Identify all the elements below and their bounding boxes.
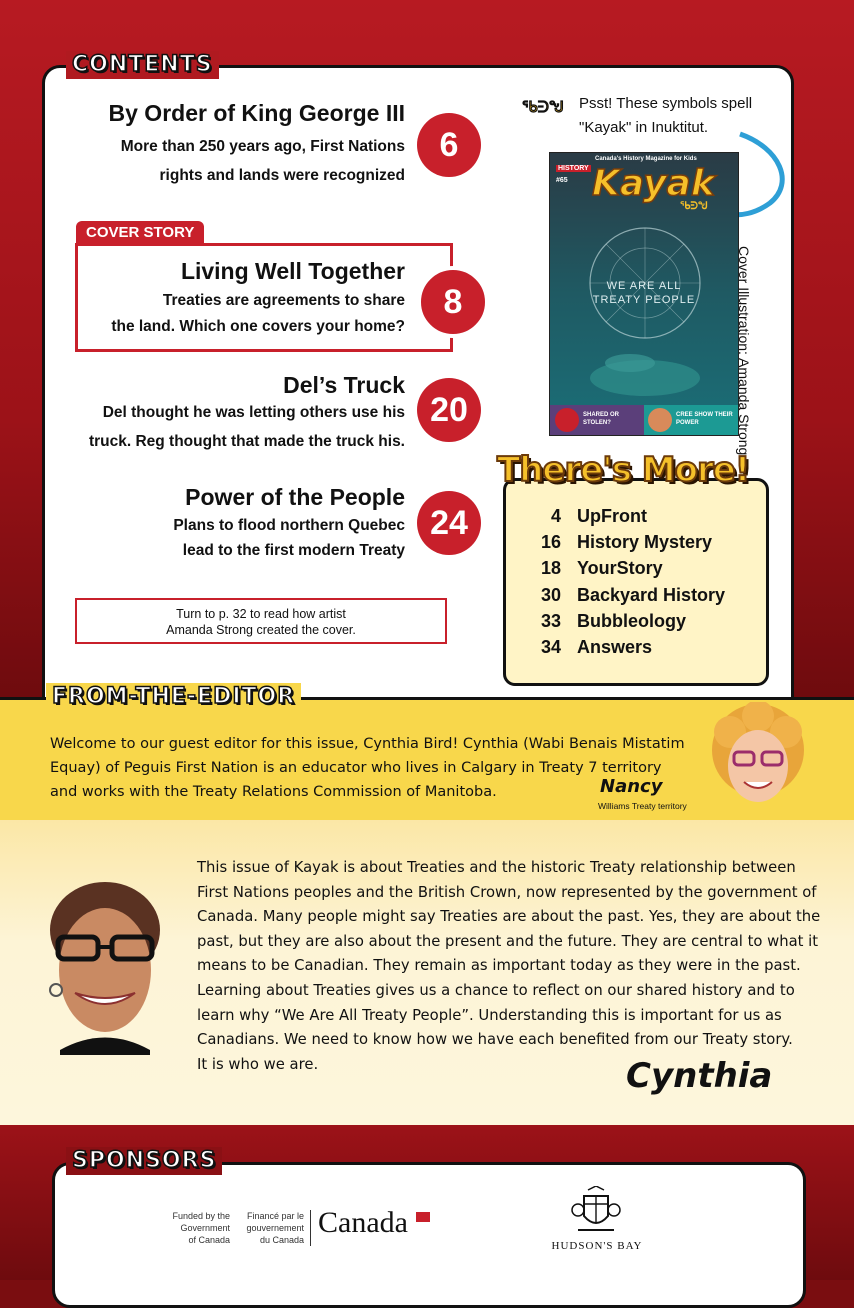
more-item[interactable] <box>503 611 743 632</box>
more-item[interactable] <box>503 532 743 553</box>
cover-masthead: Kayak <box>592 163 715 204</box>
entry-desc: lead to the first modern Treaty <box>182 542 405 559</box>
canada-flag-icon <box>416 1212 430 1222</box>
more-item[interactable] <box>503 558 743 579</box>
note-line: Turn to p. 32 to read how artist <box>176 607 346 621</box>
more-item-page: 16 <box>540 532 561 552</box>
more-item[interactable] <box>503 585 743 606</box>
contents-header: CONTENTS <box>66 51 219 79</box>
more-item-page: 34 <box>540 637 561 657</box>
page-badge[interactable]: 6 <box>417 113 481 177</box>
cynthia-signature: Cynthia <box>626 1056 773 1096</box>
cover-headline: TREATY PEOPLE <box>592 294 696 306</box>
cover-artist-note <box>75 598 447 644</box>
more-item-label: YourStory <box>577 558 663 578</box>
editor-header: FROM-THE-EDITOR <box>46 683 301 711</box>
canada-wordmark[interactable] <box>318 1206 408 1240</box>
note-line: Amanda Strong created the cover. <box>166 623 356 637</box>
sponsor-divider <box>310 1210 311 1246</box>
canada-word: Canada <box>318 1206 408 1239</box>
entry-title-living-well[interactable]: Living Well Together <box>180 258 405 284</box>
more-item-page: 30 <box>540 585 561 605</box>
more-item[interactable] <box>503 506 743 527</box>
entry-desc: Del thought he was letting others use his <box>102 404 405 421</box>
funded-french <box>234 1210 304 1246</box>
letter-line: learn why “We Are All Treaty People”. Understanding this is important for us as <box>197 1006 782 1024</box>
syllabics-icon: ᖃᕭᖑ <box>522 99 564 116</box>
entry-title-power-people[interactable]: Power of the People <box>185 484 405 510</box>
cover-tagline: Canada's History Magazine for Kids <box>595 156 697 162</box>
letter-line: Learning about Treaties gives us a chance to reflect on our shared history and to <box>197 981 795 999</box>
magazine-cover-image[interactable] <box>549 152 739 436</box>
more-item-page: 33 <box>540 611 561 631</box>
editor-letter <box>197 856 837 1077</box>
cover-strip-thumb <box>555 408 579 432</box>
funded-line: gouvernement <box>246 1223 304 1233</box>
nancy-territory: Williams Treaty territory <box>598 801 687 811</box>
funded-line: Financé par le <box>246 1211 304 1221</box>
entry-title-king-george[interactable]: By Order of King George III <box>108 100 405 126</box>
nancy-avatar <box>708 702 808 817</box>
letter-line: This issue of Kayak is about Treaties and the historic Treaty relationship between <box>197 859 796 876</box>
cover-credit: Cover Illustration: Amanda Strong <box>736 246 752 456</box>
cover-headline: WE ARE ALL <box>606 280 682 292</box>
entry-desc: More than 250 years ago, First Nations <box>120 138 405 155</box>
more-item-label: UpFront <box>577 506 647 526</box>
cynthia-avatar <box>40 875 170 1055</box>
more-item[interactable] <box>503 637 743 658</box>
entry-desc: truck. Reg thought that made the truck his. <box>88 433 405 450</box>
more-item-page: 18 <box>540 558 561 578</box>
page-badge[interactable]: 24 <box>417 491 481 555</box>
cover-strip-thumb <box>648 408 672 432</box>
cover-strip-left-text: SHARED OR STOLEN? <box>583 412 620 426</box>
cover-history-label: HISTORY <box>558 165 589 172</box>
more-item-label: History Mystery <box>577 532 713 552</box>
cover-story-tag: COVER STORY <box>76 221 204 244</box>
more-item-label: Backyard History <box>577 585 726 605</box>
funded-english <box>160 1210 230 1246</box>
page-badge[interactable]: 20 <box>417 378 481 442</box>
more-item-page: 4 <box>550 506 561 526</box>
letter-line: First Nations peoples and the British Crown, now represented by the government of <box>197 883 817 901</box>
nancy-signature: Nancy <box>600 776 663 797</box>
psst-line: "Kayak" in Inuktitut. <box>579 119 709 136</box>
funded-line: Government <box>180 1223 230 1233</box>
letter-line: means to be Canadian. They remain as important today as they were in the past. <box>197 957 801 975</box>
funded-line: du Canada <box>259 1235 304 1245</box>
hudsons-bay-logo-text[interactable]: HUDSON'S BAY <box>551 1240 643 1252</box>
sponsors-header: SPONSORS <box>66 1147 222 1175</box>
cover-dreamcatcher-art <box>570 213 720 403</box>
editor-intro-line: Equay) of Peguis First Nation is an educator who lives in Calgary in Treaty 7 territory <box>50 760 662 776</box>
cover-strip-right-text: CREE SHOW THEIR POWER <box>676 412 733 426</box>
editor-intro-line: Welcome to our guest editor for this issue, Cynthia Bird! Cynthia (Wabi Benais Mistatim <box>50 736 685 752</box>
letter-line: Canada. Many people might say Treaties are about the past. Yes, they are about the <box>197 908 821 926</box>
more-item-label: Bubbleology <box>577 611 686 631</box>
page-badge[interactable]: 8 <box>417 266 489 338</box>
editor-intro-line: and works with the Treaty Relations Commission of Manitoba. <box>50 784 497 800</box>
cover-issue: #65 <box>556 177 568 184</box>
entry-desc: Plans to flood northern Quebec <box>173 517 405 534</box>
entry-desc: the land. Which one covers your home? <box>111 318 405 335</box>
more-item-label: Answers <box>577 637 653 657</box>
letter-line: past, but they are also about the present and the future. They are central to what it <box>197 932 819 950</box>
letter-line: Canadians. We need to know how we have each benefited from our Treaty story. <box>197 1031 793 1049</box>
funded-line: Funded by the <box>172 1211 230 1221</box>
entry-desc: rights and lands were recognized <box>159 167 405 184</box>
letter-line: It is who we are. <box>197 1055 319 1073</box>
hudsons-bay-crest-icon <box>570 1186 622 1238</box>
funded-line: of Canada <box>188 1235 230 1245</box>
theres-more-header: There's More! <box>497 450 750 490</box>
psst-line: Psst! These symbols spell <box>579 95 753 112</box>
entry-desc: Treaties are agreements to share <box>162 292 405 309</box>
cover-syllabics: ᖃᕭᖑ <box>680 201 708 212</box>
entry-title-dels-truck[interactable]: Del’s Truck <box>283 372 405 398</box>
